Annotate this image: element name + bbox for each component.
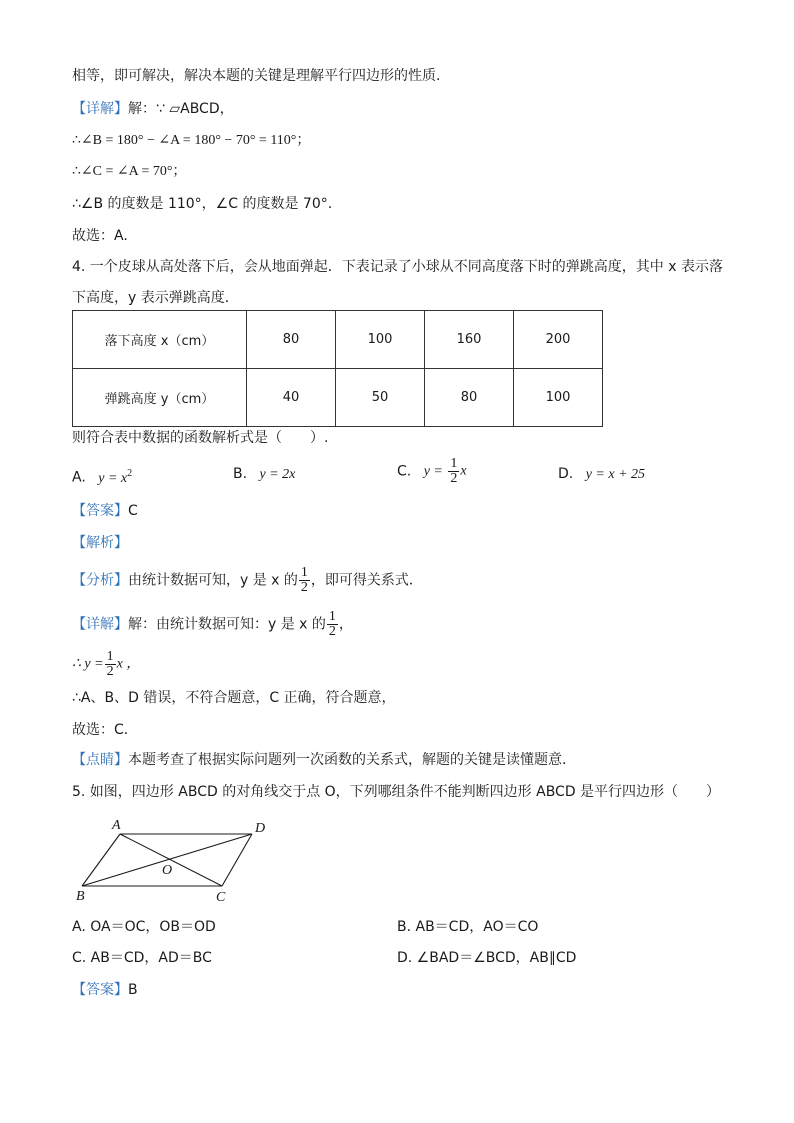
- fraction: [448, 457, 459, 486]
- option-a: A. OA＝OC，OB＝OD: [72, 919, 216, 935]
- fenxi-line: [72, 566, 423, 595]
- option-c: C. AB＝CD，AD＝BC: [72, 950, 212, 966]
- fenxi-text: 由统计数据可知，y 是 x 的: [128, 572, 298, 589]
- denominator: 2: [106, 664, 114, 679]
- text-line: 相等，即可解决，解决本题的关键是理解平行四边形的性质.: [72, 68, 441, 84]
- answer-value: B: [128, 982, 138, 998]
- option-label: C.: [397, 463, 412, 480]
- option-b: B. AB＝CD，AO＝CO: [397, 919, 539, 935]
- option-c: [397, 457, 467, 486]
- detail-line: [72, 610, 353, 639]
- point-label-a: A: [112, 818, 121, 833]
- option-label: D.: [558, 466, 574, 482]
- parallelogram-figure: [74, 816, 274, 906]
- variable: x: [460, 463, 467, 479]
- choose-line: 故选：C．: [72, 722, 138, 738]
- math-expr: x ，: [116, 656, 141, 672]
- detail-tag: 【详解】: [72, 101, 128, 117]
- data-table: [72, 310, 603, 427]
- option-label: A.: [72, 469, 86, 486]
- math-line: ∴∠C = ∠A = 70°；: [72, 164, 187, 179]
- table-cell: 80: [425, 369, 514, 427]
- option-a: [72, 464, 132, 489]
- table-cell: 200: [514, 311, 603, 369]
- table-row: [73, 311, 603, 369]
- q4-stem: 4. 一个皮球从高处落下后，会从地面弹起．下表记录了小球从不同高度落下时的弹跳高度，其中 x 表示落: [72, 259, 723, 275]
- table-cell: 160: [425, 311, 514, 369]
- table-cell: 100: [514, 369, 603, 427]
- comment-text: 本题考查了根据实际问题列一次函数的关系式，解题的关键是读懂题意．: [128, 752, 576, 768]
- fraction: [327, 610, 338, 639]
- option-label: B.: [233, 466, 248, 482]
- table-cell: 落下高度 x（cm）: [73, 311, 247, 369]
- table-cell: 50: [336, 369, 425, 427]
- option-expr: y = x + 25: [585, 467, 646, 482]
- table-cell: 80: [247, 311, 336, 369]
- detail-tag: 【详解】: [72, 616, 128, 633]
- numerator: 1: [450, 456, 458, 471]
- fraction: [105, 650, 116, 679]
- fraction: [299, 566, 310, 595]
- answer-line: [72, 501, 138, 521]
- answer-value: C: [128, 503, 138, 519]
- option-b: [233, 464, 295, 485]
- conclusion-line: ∴A、B、D 错误，不符合题意，C 正确，符合题意，: [72, 690, 396, 706]
- answer-tag: 【答案】: [72, 982, 128, 998]
- point-label-c: C: [216, 890, 226, 905]
- point-label-o: O: [162, 863, 173, 878]
- comment-line: [72, 750, 576, 770]
- therefore-line: [72, 650, 140, 679]
- table-cell: 40: [247, 369, 336, 427]
- option-expr: y = x: [98, 470, 128, 486]
- analysis-tag: 【解析】: [72, 535, 128, 551]
- denominator: 2: [328, 624, 336, 639]
- detail-text: ，: [338, 616, 353, 633]
- table-cell: 100: [336, 311, 425, 369]
- option-d: D. ∠BAD＝∠BCD，AB∥CD: [397, 950, 577, 966]
- numerator: 1: [106, 649, 114, 664]
- q4-stem-cont: 下高度，y 表示弹跳高度．: [72, 290, 239, 306]
- numerator: 1: [300, 565, 308, 580]
- text-line: ∴∠B 的度数是 110°，∠C 的度数是 70°.: [72, 196, 333, 212]
- table-row: [73, 369, 603, 427]
- numerator: 1: [328, 609, 336, 624]
- fenxi-text: ，即可得关系式．: [310, 572, 423, 589]
- comment-tag: 【点睛】: [72, 752, 128, 768]
- text-line: 故选：A.: [72, 228, 128, 244]
- analysis-line: [72, 533, 128, 553]
- point-label-d: D: [255, 821, 266, 836]
- exponent: 2: [127, 468, 133, 479]
- math-expr: ∴ y =: [72, 656, 104, 672]
- answer-line: [72, 980, 138, 1000]
- denominator: 2: [450, 471, 458, 486]
- answer-tag: 【答案】: [72, 503, 128, 519]
- option-expr: y =: [423, 463, 443, 479]
- q4-question: 则符合表中数据的函数解析式是（ ）.: [72, 430, 329, 446]
- q5-stem: 5. 如图，四边形 ABCD 的对角线交于点 O，下列哪组条件不能判断四边形 ABCD 是平行四边形（ ）: [72, 784, 721, 800]
- point-label-b: B: [76, 889, 85, 904]
- table-cell: 弹跳高度 y（cm）: [73, 369, 247, 427]
- option-expr: y = 2x: [259, 467, 296, 482]
- detail-text: 解：∵ ▱ABCD，: [128, 101, 234, 117]
- denominator: 2: [300, 580, 308, 595]
- fenxi-tag: 【分析】: [72, 572, 128, 589]
- math-line: ∴∠B = 180° − ∠A = 180° − 70° = 110°；: [72, 133, 311, 148]
- detail-line: [72, 99, 234, 119]
- option-d: [558, 464, 645, 485]
- detail-text: 解：由统计数据可知：y 是 x 的: [128, 616, 326, 633]
